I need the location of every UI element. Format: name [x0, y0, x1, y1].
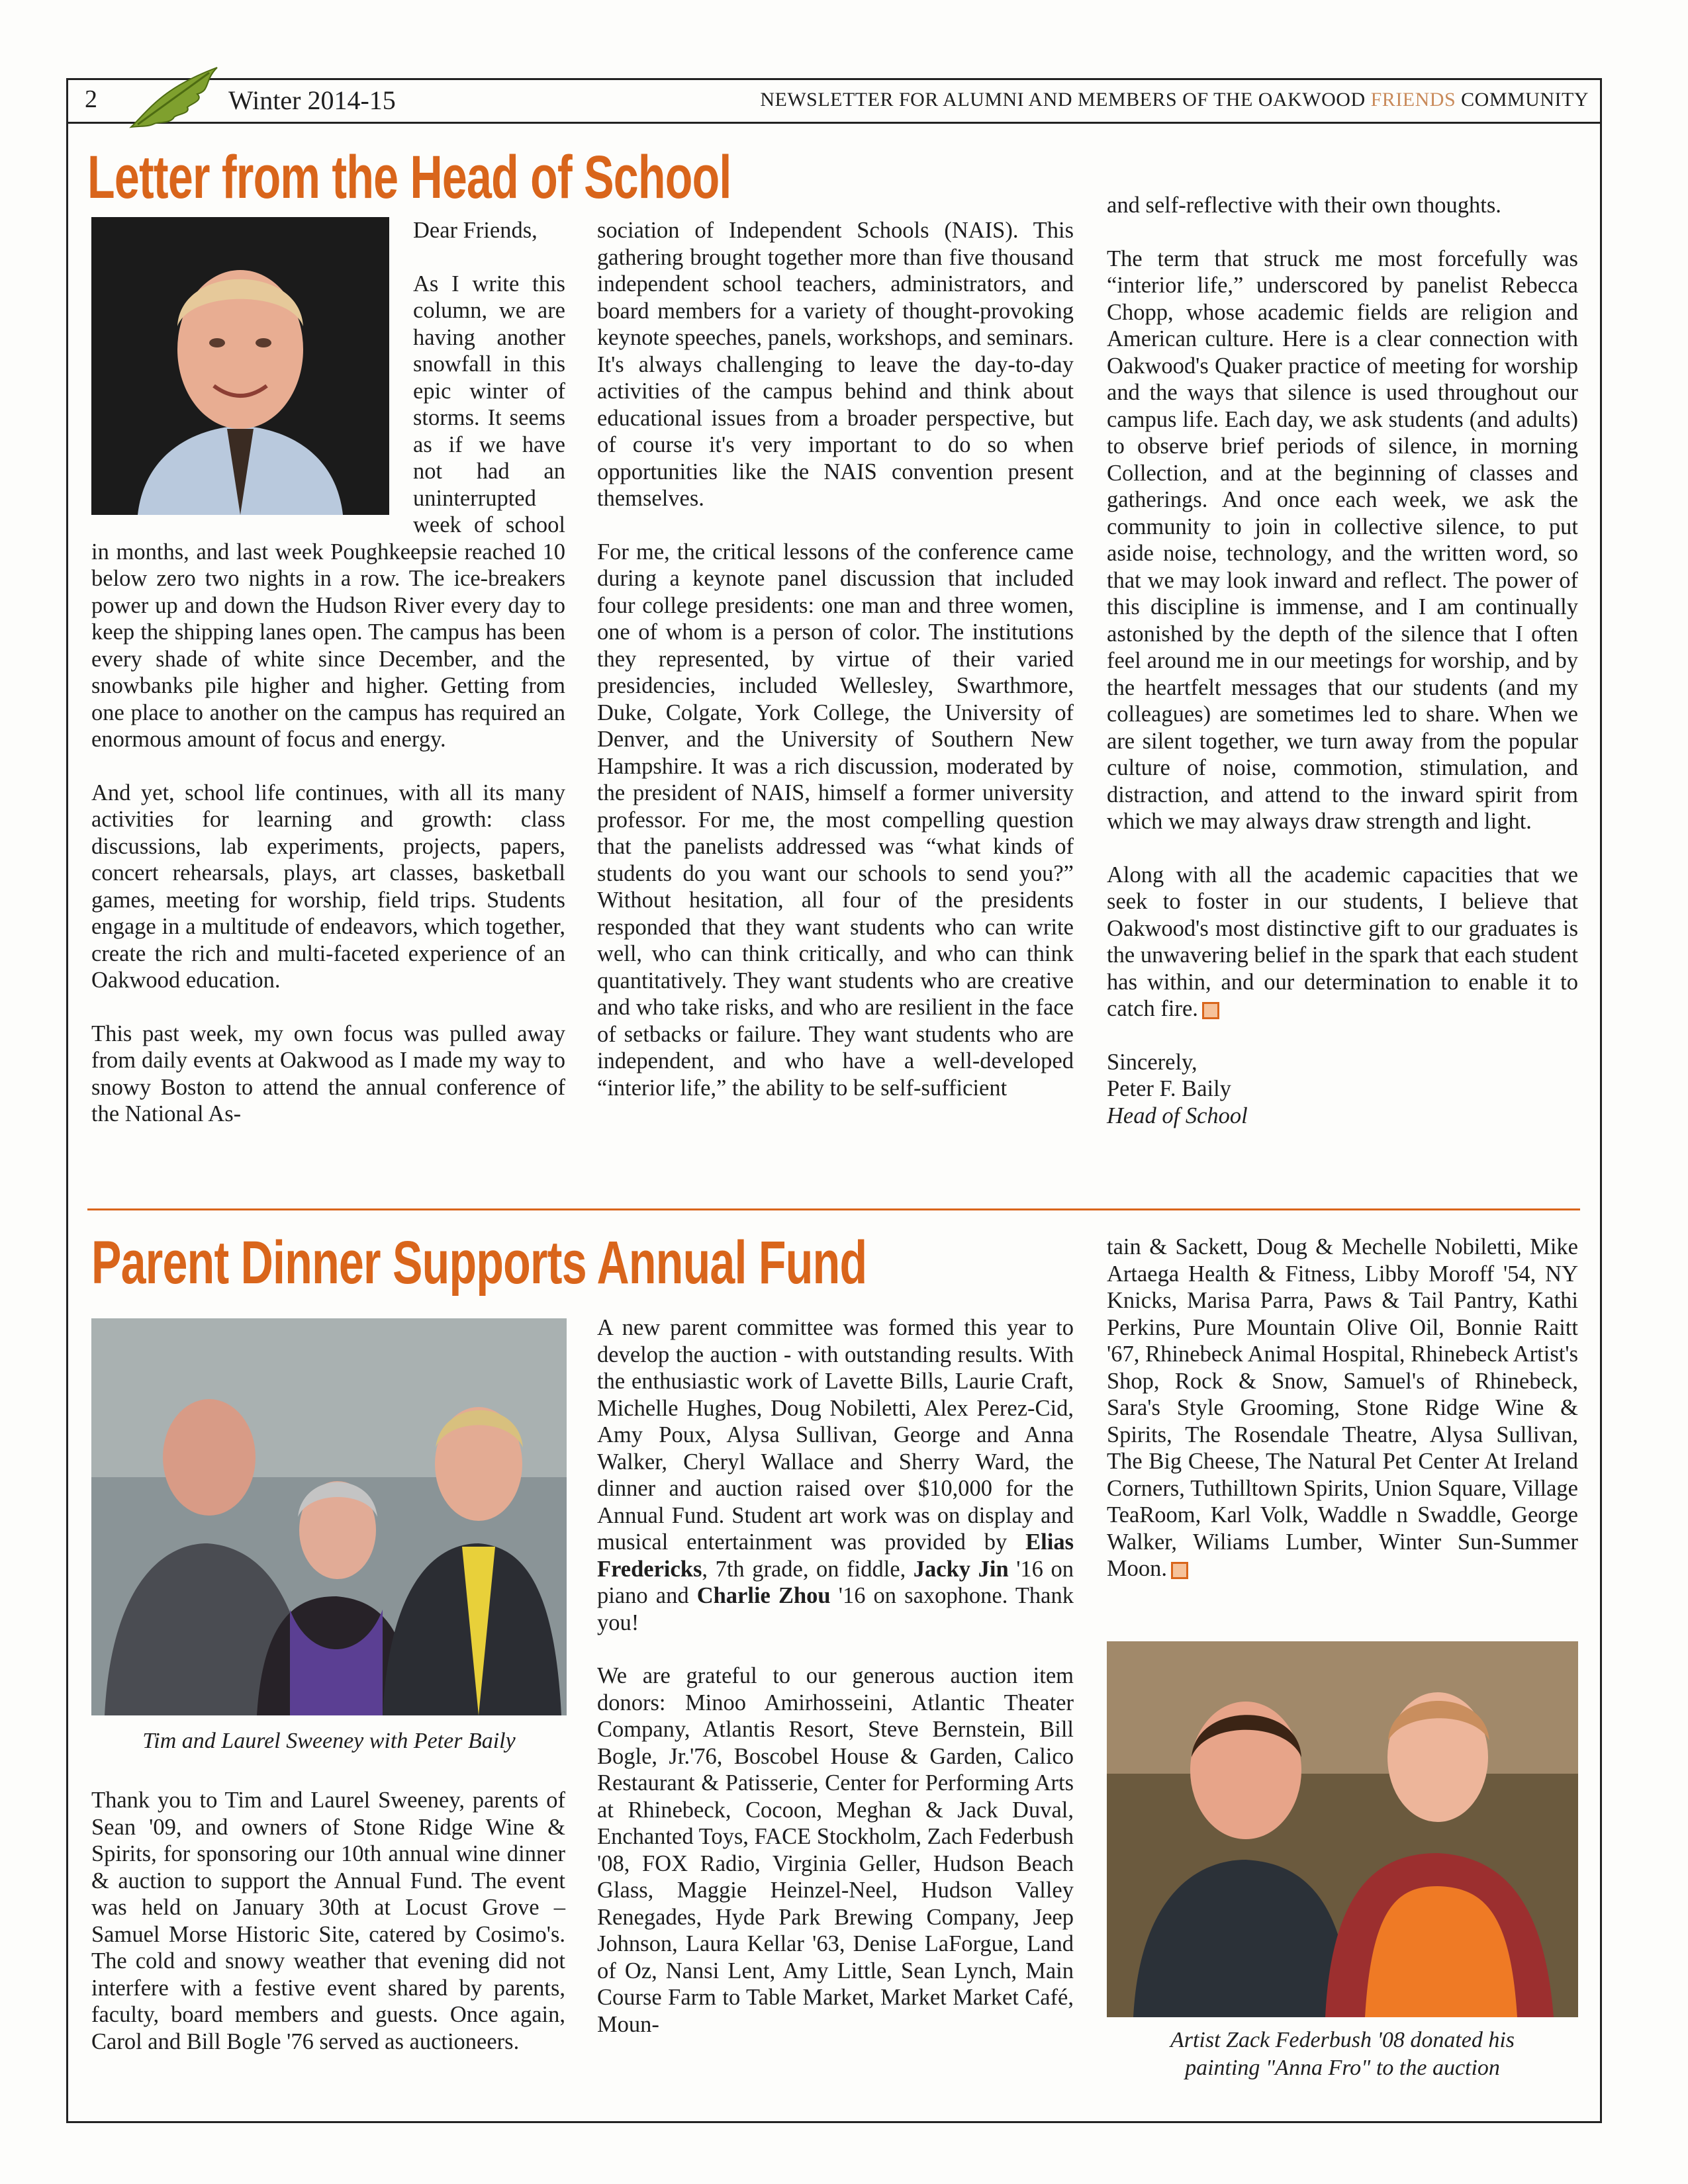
- dinner-column-3: [1107, 1234, 1578, 1582]
- sweeney-photo: [91, 1318, 567, 1715]
- dinner-text: '16 on piano and: [597, 1556, 1074, 1608]
- dinner-text: A new parent committee was formed this year to develop the auction - with outstanding results. With the enthusiastic work of Lavette Bills, Laurie Craft, Michelle Hughes, Doug Nobiletti, Alex Perez-Cid, Amy Poux, Alysa Sullivan, George and Anna Walker, Cheryl Wallace and Sherry Ward, the dinner and auction raised over $10,000 for the Annual Fund. Student art work was on display and musical entertainment was provided by: [597, 1315, 1074, 1555]
- letter-paragraph: sociation of Independent Schools (NAIS). This gathering brought together more than five thousand independent school teachers, administrators, and board members for a variety of thought-provoking keynote speeches, panels, workshops, and seminars. It's always challenging to leave the day-to-day activities of the campus behind and think about educational issues from a broader perspective, but of course it's very important to do so when opportunities like the NAIS convention present themselves.: [597, 218, 1074, 511]
- issue-label: Winter 2014-15: [228, 85, 396, 115]
- dinner-paragraph: Thank you to Tim and Laurel Sweeney, parents of Sean '09, and owners of Stone Ridge Wine & Spirits, for sponsoring our 10th annual wine dinner & auction to support the Annual Fund. The event was held on January 30th at Locust Grove – Samuel Morse Historic Site, catered by Cosimo's. The cold and snowy weather that evening did not interfere with a festive event shared by parents, faculty, board members and guests. Once again, Carol and Bill Bogle '76 served as auctioneers.: [91, 1788, 565, 2054]
- caption-line: Artist Zack Federbush '08 donated his: [1170, 2028, 1515, 2052]
- caption-line: painting "Anna Fro" to the auction: [1185, 2056, 1500, 2080]
- masthead-end-text: COMMUNITY: [1456, 89, 1589, 111]
- donor-list-text: tain & Sackett, Doug & Mechelle Nobiletti, Mike Artaega Health & Fitness, Libby Moroff '54, NY Knicks, Marisa Parra, Paws & Tail Pantry, Kathi Perkins, Pure Mountain Olive Oil, Bonnie Raitt '67, Rhinebeck Animal Hospital, Rhinebeck Artist's Shop, Rock & Snow, Samuel's of Rhinebeck, Sara's Style Grooming, Stone Ridge Wine & Spirits, The Rosendale Theatre, Alysa Sullivan, The Big Cheese, The Natural Pet Center At Ireland Corners, Tuthilltown Spirits, Union Square, Village TeaRoom, Karl Volk, Waddle n Swaddle, George Walker, Wiliams Lumber, Winter Sun-Summer Moon.: [1107, 1234, 1578, 1581]
- dinner-title: Parent Dinner Supports Annual Fund: [91, 1229, 867, 1297]
- header-rule: [66, 122, 1602, 124]
- letter-paragraph: [1107, 862, 1578, 1023]
- section-divider: [87, 1208, 1580, 1210]
- letter-paragraph: The term that struck me most forcefully was “interior life,” underscored by panelist Rebecca Chopp, whose academic fields are religion and American culture. Here is a clear connection with Oakwood's Quaker practice of meeting for worship and the ways that silence is used throughout our campus life. Each day, we ask students (and adults) to observe brief periods of silence, in morning Collection, and at the beginning of classes and gatherings. And once each week, we ask the community to join in collective silence, to put aside noise, technology, and the written word, so that we may look inward and reflect. The power of this discipline is immense, and I am continually astonished by the depth of the silence that I often feel around me in our meetings for worship, and by the heartfelt messages that our students (and my colleagues) are sometimes led to share. When we are silent together, we turn away from the popular culture of noise, commotion, stimulation, and distraction, and attend to the inward spirit from which we may always draw strength and light.: [1107, 246, 1578, 834]
- dinner-text: '16 on saxophone. Thank you!: [597, 1583, 1074, 1635]
- end-mark-icon: [1202, 1002, 1219, 1019]
- performer-name: Jacky Jin: [913, 1556, 1009, 1582]
- federbush-photo: [1107, 1641, 1578, 2017]
- letter-paragraph: This past week, my own focus was pulled away from daily events at Oakwood as I made my way to snowy Boston to attend the annual conference of the National As-: [91, 1021, 565, 1126]
- letter-column-2: [597, 217, 1074, 1101]
- dinner-paragraph: [597, 1314, 1074, 1636]
- masthead-text: NEWSLETTER FOR ALUMNI AND MEMBERS OF THE OAKWOOD: [760, 89, 1371, 111]
- letter-salutation: Dear Friends,: [413, 218, 538, 243]
- end-mark-icon: [1171, 1562, 1188, 1579]
- federbush-photo-caption: [1107, 2026, 1578, 2082]
- dinner-text: , 7th grade, on fiddle,: [702, 1556, 914, 1582]
- signer-name: Peter F. Baily: [1107, 1076, 1231, 1101]
- letter-paragraph: For me, the critical lessons of the conference came during a keynote panel discussion that included four college presidents: one man and three women, one of whom is a person of color. The institutions they represented, by virtue of their varied presidencies, included Wellesley, Swarthmore, Duke, Colgate, York College, the University of Denver, and the University of Southern New Hampshire. It was a rich discussion, moderated by the president of NAIS, himself a former university professor. For me, the most compelling question that the panelists addressed was “what kinds of students do you want our schools to send you?” Without hesitation, all four of the presidents responded that they want students who can write well, who can think critically, and who can think quantitatively. They want students who are creative and who take risks, and who are resilient in the face of setbacks or failure. They want students who are independent, and who have a well-developed “interior life,” the ability to be self-sufficient: [597, 539, 1074, 1101]
- signature-block: [1107, 1049, 1578, 1130]
- oak-leaf-icon: [124, 61, 224, 134]
- letter-title: Letter from the Head of School: [87, 144, 731, 211]
- masthead-faded-text: FRIENDS: [1370, 89, 1456, 111]
- masthead: [760, 89, 1589, 111]
- signoff: Sincerely,: [1107, 1049, 1197, 1075]
- donor-list-paragraph: We are grateful to our generous auction item donors: Minoo Amirhosseini, Atlantic Theater Company, Atlantis Resort, Steve Bernstein, Bill Bogle, Jr.'76, Boscobel House & Garden, Calico Restaurant & Patisserie, Center for Performing Arts at Rhinebeck, Cocoon, Meghan & Jack Duval, Enchanted Toys, FACE Stockholm, Zach Federbush '08, FOX Radio, Virginia Geller, Hudson Beach Glass, Maggie Heinzel-Neel, Hudson Valley Renegades, Hyde Park Brewing Company, Jeep Johnson, Laura Kellar '63, Denise LaForgue, Land of Oz, Nansi Lent, Amy Little, Sean Lynch, Main Course Farm to Table Market, Market Market Café, Moun-: [597, 1663, 1074, 2037]
- letter-column-3: [1107, 192, 1578, 1129]
- letter-column-1: [91, 217, 565, 1128]
- donor-list-continued: [1107, 1234, 1578, 1582]
- dinner-column-2: [597, 1314, 1074, 2038]
- sweeney-photo-caption: Tim and Laurel Sweeney with Peter Baily: [142, 1729, 516, 1753]
- head-of-school-photo: [91, 217, 389, 515]
- performer-name: Elias Fredericks: [597, 1529, 1074, 1582]
- dinner-column-1: [91, 1787, 565, 2055]
- letter-paragraph: As I write this column, we are having another snowfall in this epic winter of storms. It seems as if we have not had an uninterrupted week of school in months, and last week Poughkeepsie reached 10 below zero two nights in a row. The ice-breakers power up and down the Hudson River every day to keep the shipping lanes open. The campus has been every shade of white since December, and the snowbanks pile higher and higher. Getting from one place to another on the campus has required an enormous amount of focus and energy.: [91, 271, 565, 752]
- performer-name: Charlie Zhou: [696, 1583, 831, 1608]
- letter-closing-text: Along with all the academic capacities that we seek to foster in our students, I believe that Oakwood's most distinctive gift to our graduates is the unwavering belief in the spark that each student has within, and our determination to enable it to catch fire.: [1107, 862, 1578, 1021]
- letter-paragraph: And yet, school life continues, with all its many activities for learning and growth: class discussions, lab experiments, projects, papers, concert rehearsals, plays, art classes, basketball games, meeting for worship, field trips. Students engage in a multitude of endeavors, which together, create the rich and multi-faceted experience of an Oakwood education.: [91, 780, 565, 993]
- signer-title: Head of School: [1107, 1103, 1248, 1128]
- letter-paragraph: and self-reflective with their own thoughts.: [1107, 193, 1501, 218]
- page-number: 2: [85, 85, 97, 113]
